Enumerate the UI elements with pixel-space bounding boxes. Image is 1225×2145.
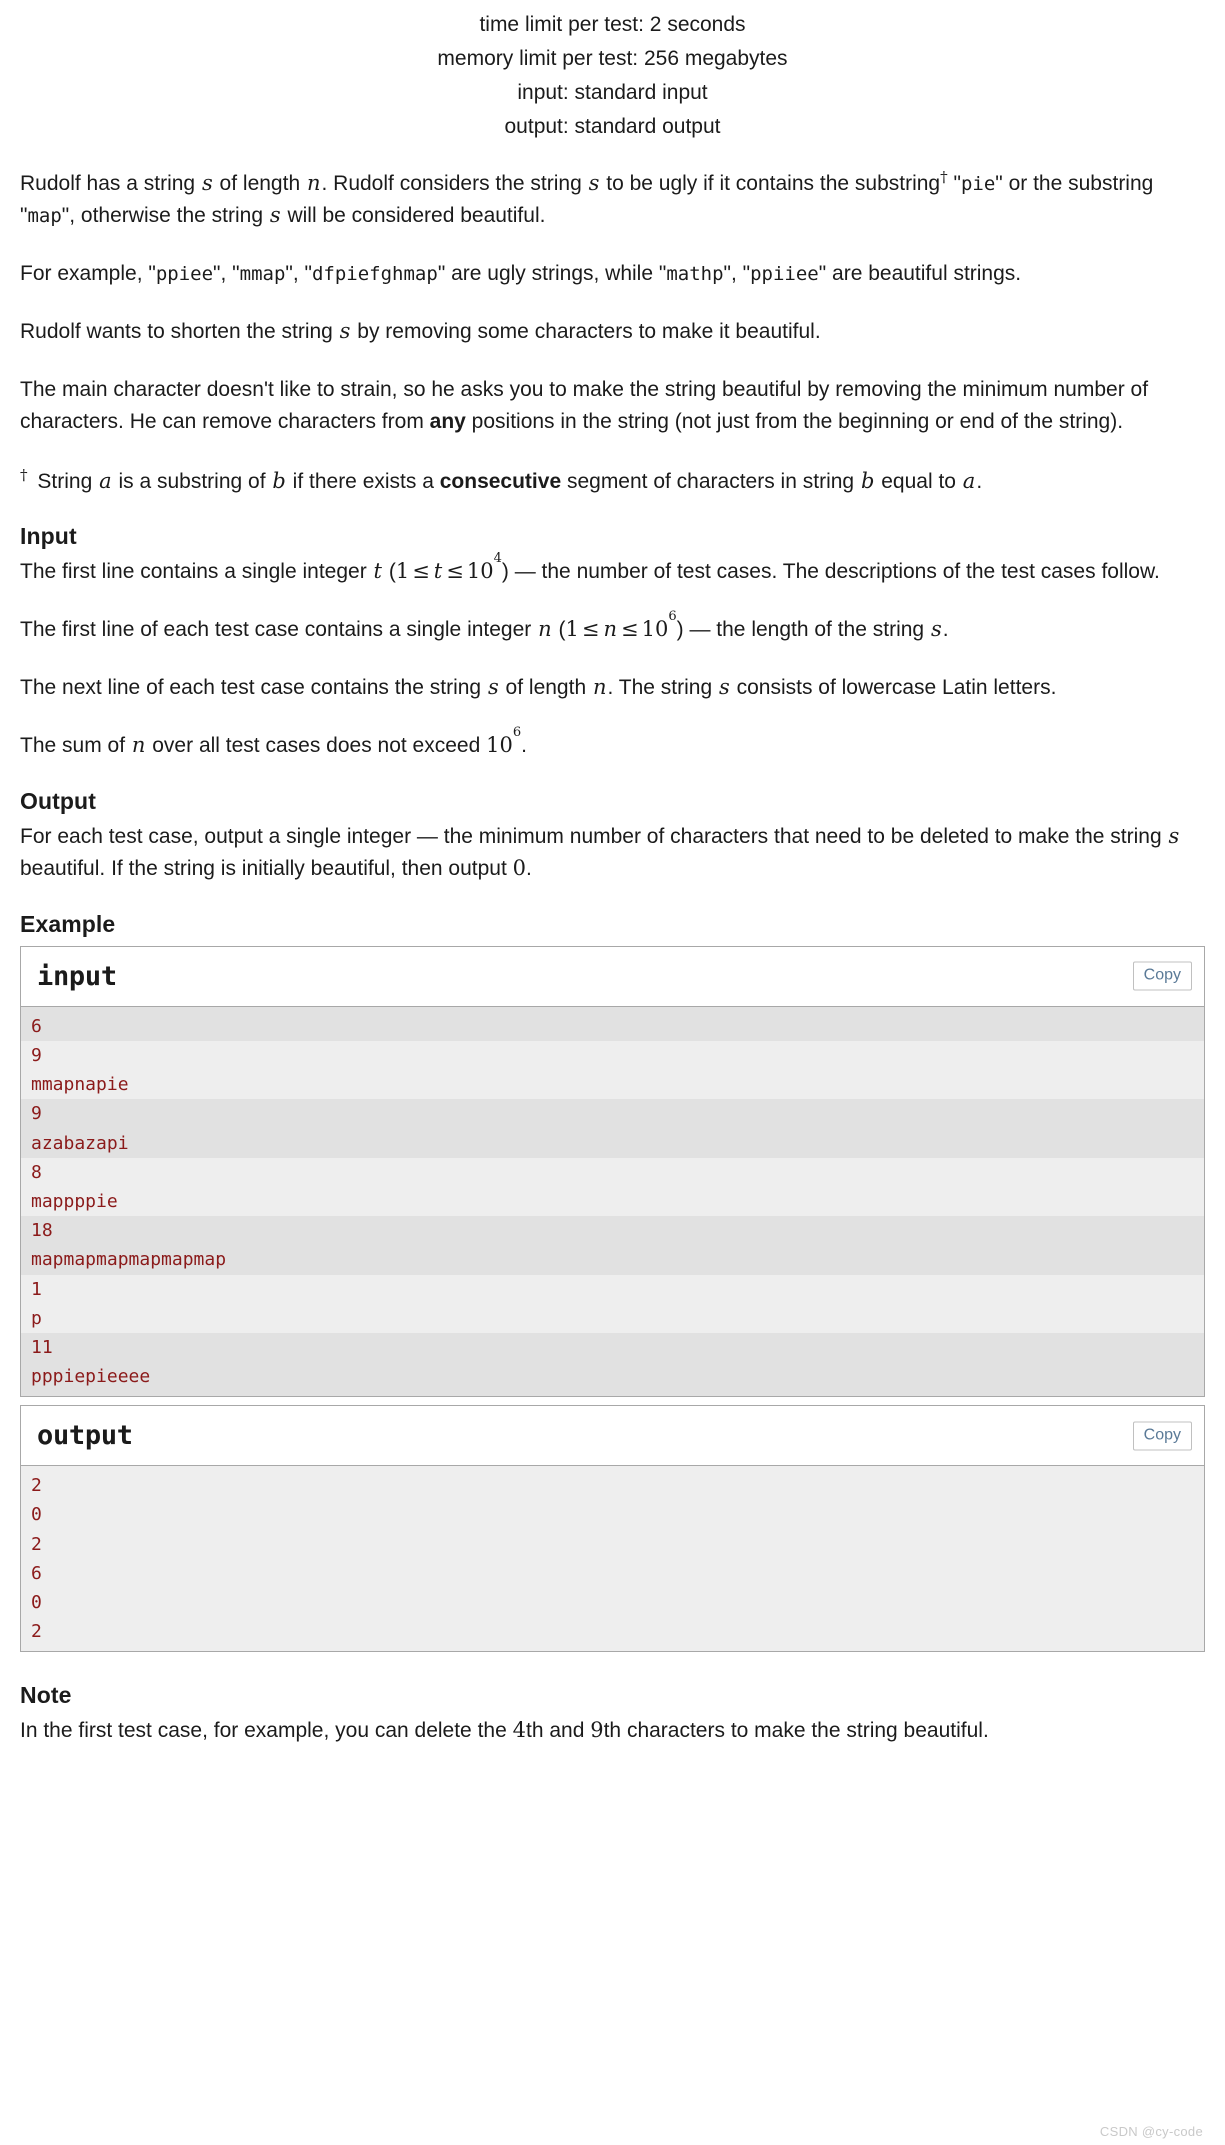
math-var-s: s bbox=[339, 318, 351, 343]
text-run: segment of characters in string bbox=[561, 469, 860, 493]
example-input-line: 9 bbox=[21, 1041, 1204, 1070]
footnote-marker-icon: † bbox=[940, 168, 948, 187]
copy-output-button[interactable]: Copy bbox=[1133, 1421, 1192, 1450]
math-leq-icon: ≤ bbox=[621, 617, 639, 642]
example-output-header bbox=[21, 1406, 1204, 1466]
problem-statement bbox=[20, 166, 1205, 497]
heading-example: Example bbox=[20, 910, 116, 937]
math-var-n: n bbox=[306, 171, 321, 196]
example-section bbox=[20, 911, 1205, 1653]
example-input-line: 18 bbox=[21, 1216, 1204, 1245]
example-input-line: 1 bbox=[21, 1275, 1204, 1304]
example-input-header bbox=[21, 947, 1204, 1007]
math-power bbox=[466, 551, 502, 584]
text-run: ", " bbox=[213, 261, 240, 285]
text-run: " are beautiful strings. bbox=[818, 261, 1022, 285]
text-run: is a substring of bbox=[112, 469, 272, 493]
example-input-line: pppiepieeee bbox=[21, 1362, 1204, 1396]
math-var-n: n bbox=[603, 617, 617, 642]
output-paragraph-1 bbox=[20, 821, 1205, 885]
text-run: Rudolf has a string bbox=[20, 172, 201, 196]
heading-input: Input bbox=[20, 523, 77, 550]
math-var-s: s bbox=[269, 202, 281, 227]
math-var-t: t bbox=[373, 559, 382, 584]
text-run: " are ugly strings, while " bbox=[437, 261, 667, 285]
text-run: Rudolf wants to shorten the string bbox=[20, 319, 339, 343]
input-paragraph-3 bbox=[20, 672, 1205, 704]
memory-limit: memory limit per test: 256 megabytes bbox=[437, 47, 788, 71]
example-input-line: 8 bbox=[21, 1158, 1204, 1187]
time-limit: time limit per test: 2 seconds bbox=[479, 13, 746, 36]
input-specification bbox=[20, 523, 1205, 762]
text-run: The next line of each test case contains the string bbox=[20, 676, 487, 700]
example-output-line: 6 bbox=[31, 1562, 42, 1584]
math-exponent: 4 bbox=[493, 551, 502, 567]
text-run: . bbox=[976, 469, 983, 493]
text-run: ( bbox=[382, 560, 396, 584]
code-literal-mmap: mmap bbox=[239, 262, 286, 285]
text-run: ) — the length of the string bbox=[676, 618, 930, 642]
math-number: 1 bbox=[565, 617, 579, 642]
text-run: of length bbox=[499, 676, 592, 700]
text-run: . bbox=[942, 618, 949, 642]
math-var-s: s bbox=[487, 675, 499, 700]
text-run: . The string bbox=[607, 676, 718, 700]
statement-paragraph-4 bbox=[20, 374, 1205, 438]
problem-limits bbox=[20, 0, 1205, 144]
math-var-b: b bbox=[860, 468, 875, 493]
math-leq-icon: ≤ bbox=[412, 559, 430, 584]
text-run: will be considered beautiful. bbox=[281, 203, 546, 227]
code-literal-mathp: mathp bbox=[666, 262, 724, 285]
code-literal-dfpiefghmap: dfpiefghmap bbox=[311, 262, 438, 285]
text-run: by removing some characters to make it beautiful. bbox=[351, 319, 821, 343]
text-run: . bbox=[526, 856, 532, 880]
text-run: th characters to make the string beautiful. bbox=[603, 1719, 989, 1743]
text-run: . Rudolf considers the string bbox=[321, 172, 588, 196]
math-number-zero: 0 bbox=[512, 855, 527, 880]
text-run: " bbox=[947, 172, 961, 196]
example-output-line: 2 bbox=[31, 1621, 42, 1643]
input-paragraph-4 bbox=[20, 725, 1205, 762]
example-output-box bbox=[20, 1405, 1205, 1652]
text-run: . bbox=[521, 734, 527, 758]
text-run: th and bbox=[525, 1719, 591, 1743]
example-input-line: 6 bbox=[21, 1007, 1204, 1041]
example-input-line: azabazapi bbox=[21, 1129, 1204, 1158]
copy-input-button[interactable]: Copy bbox=[1133, 962, 1192, 991]
text-run: to be ugly if it contains the substring bbox=[600, 172, 941, 196]
code-literal-ppiiee: ppiiee bbox=[750, 262, 819, 285]
math-var-b: b bbox=[272, 468, 286, 493]
math-var-a: a bbox=[962, 468, 976, 493]
code-literal-pie: pie bbox=[960, 173, 996, 196]
math-var-n: n bbox=[592, 675, 607, 700]
math-var-t: t bbox=[433, 559, 443, 584]
math-leq-icon: ≤ bbox=[446, 559, 464, 584]
heading-output: Output bbox=[20, 788, 96, 815]
text-run: The sum of bbox=[20, 734, 131, 758]
example-output-data bbox=[21, 1466, 1204, 1651]
math-var-s: s bbox=[588, 171, 600, 196]
example-output-line: 2 bbox=[31, 1475, 42, 1497]
emphasis-any: any bbox=[429, 409, 466, 433]
math-number: 1 bbox=[395, 559, 410, 584]
math-var-s: s bbox=[1168, 824, 1180, 849]
math-power bbox=[486, 725, 522, 758]
heading-note: Note bbox=[20, 1682, 72, 1709]
math-var-n: n bbox=[538, 617, 552, 642]
example-input-line: mappppie bbox=[21, 1187, 1204, 1216]
text-run: of length bbox=[213, 172, 306, 196]
math-base: 10 bbox=[466, 559, 494, 584]
statement-paragraph-2 bbox=[20, 258, 1205, 290]
math-leq-icon: ≤ bbox=[581, 617, 600, 642]
example-input-line: p bbox=[21, 1304, 1204, 1333]
math-var-s: s bbox=[718, 675, 730, 700]
math-power bbox=[641, 609, 677, 642]
statement-paragraph-1 bbox=[20, 166, 1205, 232]
code-literal-ppiee: ppiee bbox=[155, 262, 214, 285]
math-number: 9 bbox=[590, 1718, 604, 1743]
note-paragraph-1 bbox=[20, 1715, 1205, 1747]
text-run: positions in the string (not just from the beginning or end of the string). bbox=[465, 409, 1124, 433]
text-run: In the first test case, for example, you can delete the bbox=[20, 1719, 513, 1743]
example-input-line: mapmapmapmapmapmap bbox=[21, 1245, 1204, 1274]
text-run: over all test cases does not exceed bbox=[146, 734, 487, 758]
text-run: ", " bbox=[723, 261, 751, 285]
math-var-n: n bbox=[131, 733, 146, 758]
example-input-line: mmapnapie bbox=[21, 1070, 1204, 1099]
example-output-line: 0 bbox=[31, 1504, 42, 1526]
math-var-s: s bbox=[201, 171, 213, 196]
text-run: For example, " bbox=[20, 261, 156, 285]
text-run: consists of lowercase Latin letters. bbox=[730, 676, 1057, 700]
statement-paragraph-3 bbox=[20, 316, 1205, 348]
text-run: if there exists a bbox=[286, 469, 440, 493]
statement-footnote bbox=[20, 464, 1205, 498]
text-run: The first line contains a single integer bbox=[20, 560, 373, 584]
text-run: The first line of each test case contains a single integer bbox=[20, 618, 538, 642]
text-run: beautiful. If the string is initially beautiful, then output bbox=[20, 856, 513, 880]
output-spec: output: standard output bbox=[504, 115, 721, 139]
math-base: 10 bbox=[641, 617, 669, 642]
example-output-line: 2 bbox=[31, 1533, 42, 1555]
input-paragraph-1 bbox=[20, 551, 1205, 588]
code-literal-map: map bbox=[27, 204, 62, 227]
math-var-a: a bbox=[99, 468, 112, 493]
example-input-data bbox=[21, 1007, 1204, 1396]
text-run: ", " bbox=[285, 261, 312, 285]
math-base: 10 bbox=[486, 733, 513, 758]
text-run: equal to bbox=[875, 469, 962, 493]
math-number: 4 bbox=[512, 1718, 526, 1743]
input-spec: input: standard input bbox=[517, 81, 708, 105]
example-input-line: 11 bbox=[21, 1333, 1204, 1362]
csdn-watermark: CSDN @cy-code bbox=[1099, 2124, 1203, 2139]
math-var-s: s bbox=[930, 617, 942, 642]
output-specification bbox=[20, 788, 1205, 885]
example-output-title: output bbox=[37, 1420, 133, 1452]
example-input-title: input bbox=[37, 960, 117, 992]
text-run: The main character doesn't like to strain, so he asks you to make the string beautiful by removing the minimum number of characters. He can remove characters from bbox=[20, 377, 1149, 433]
text-run: String bbox=[31, 469, 99, 493]
example-input-line: 9 bbox=[21, 1099, 1204, 1128]
text-run: For each test case, output a single integer — the minimum number of characters that need to be deleted to make the string bbox=[20, 825, 1168, 849]
math-exponent: 6 bbox=[512, 725, 522, 741]
text-run: ) — the number of test cases. The descriptions of the test cases follow. bbox=[501, 560, 1160, 584]
input-paragraph-2 bbox=[20, 609, 1205, 646]
example-input-box bbox=[20, 946, 1205, 1397]
math-exponent: 6 bbox=[668, 609, 677, 625]
emphasis-consecutive: consecutive bbox=[439, 469, 562, 493]
text-run: ", otherwise the string bbox=[61, 203, 269, 227]
text-run: ( bbox=[552, 618, 566, 642]
text-run: " or the substring " bbox=[20, 172, 1154, 227]
example-output-line: 0 bbox=[31, 1592, 42, 1614]
footnote-marker-icon: † bbox=[20, 465, 28, 484]
note-section bbox=[20, 1682, 1205, 1747]
